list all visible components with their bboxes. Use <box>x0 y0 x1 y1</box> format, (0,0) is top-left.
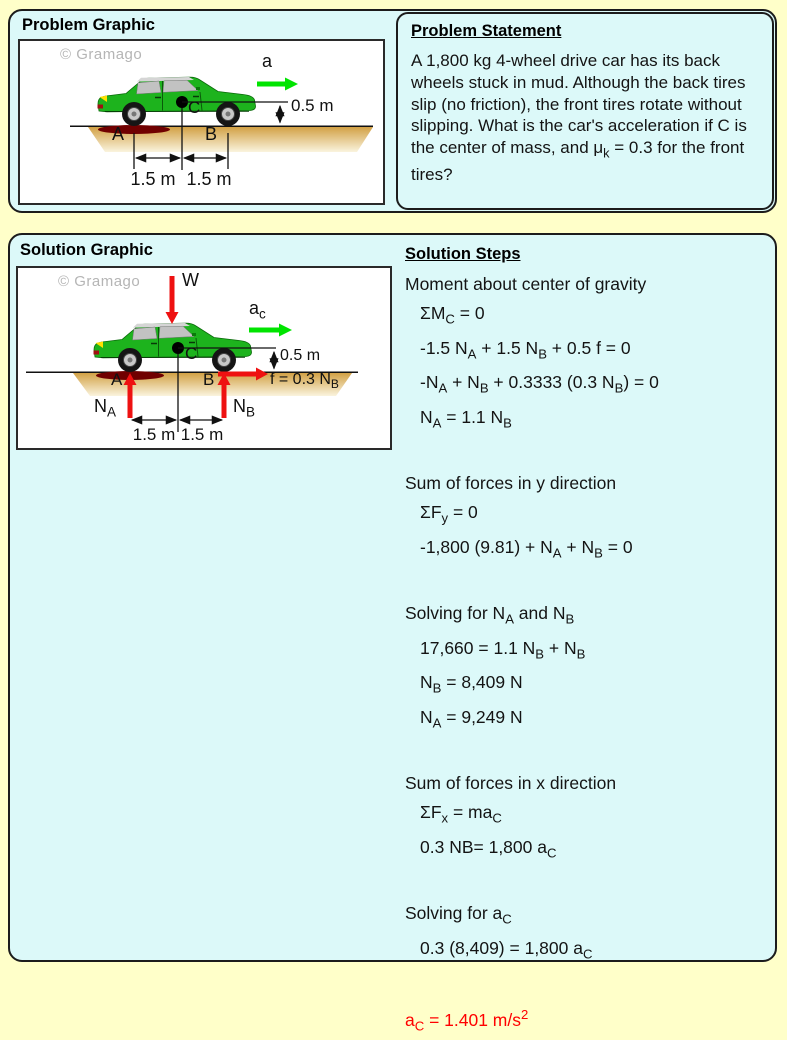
problem-statement-text: A 1,800 kg 4-wheel drive car has its back wheels stuck in mud. Although the back tires slip (no friction), the front tires rotate without slipping. What is the car's acceleration if C is the center of mass, and $\mu_k = 0.3$ for the front tires? <box>411 51 747 185</box>
step-header: Solving for $a_C$ <box>405 903 512 927</box>
normal-a-label: $N_A$ <box>94 396 117 420</box>
solution-steps-title: Solution Steps <box>405 245 521 263</box>
step-equation: $\Sigma M_C = 0$ <box>420 303 485 327</box>
solution-result: $a_C = 1.401$ $m/s^2$ <box>405 1007 529 1034</box>
normal-b-label: $N_B$ <box>233 396 256 420</box>
center-of-mass-label: C <box>185 344 198 363</box>
dimension-left-label: 1.5 m <box>132 425 176 444</box>
step-equation: 0.3 NB= 1,800 $a_C$ <box>420 836 557 860</box>
problem-statement-box <box>396 12 774 210</box>
problem-graphic-figure <box>18 39 385 205</box>
solution-diagram-svg <box>18 268 390 448</box>
step-equation: -1.5 $N_A + 1.5$ $N_B + 0.5$ f = 0 <box>420 337 631 361</box>
problem-panel <box>8 9 777 213</box>
height-label: 0.5 m <box>280 347 321 364</box>
step-equation: $N_A = 1.1$ $N_B$ <box>420 406 512 430</box>
solution-step-group <box>405 899 777 968</box>
acceleration-arrow <box>257 78 298 91</box>
problem-statement-title: Problem Statement <box>411 22 562 40</box>
dimension-right-label: 1.5 m <box>180 425 224 444</box>
step-equation: 17,660 = 1.1 $N_B + N_B$ <box>420 637 586 661</box>
point-a-label: A <box>111 370 123 389</box>
watermark: © Gramago <box>60 46 143 63</box>
acceleration-label: a <box>262 51 273 71</box>
acceleration-arrow <box>249 324 292 337</box>
center-of-mass-label: C <box>188 98 201 117</box>
dimension-right-label: 1.5 m <box>186 169 232 189</box>
step-header: Sum of forces in y direction <box>405 473 617 493</box>
height-label: 0.5 m <box>291 96 334 115</box>
solution-steps-groups <box>405 270 777 968</box>
watermark: © Gramago <box>58 273 141 290</box>
solution-step-group <box>405 469 777 567</box>
solution-panel <box>8 233 777 1034</box>
point-a-label: A <box>112 124 125 144</box>
friction-label: f = 0.3 $N_B$ <box>270 371 339 392</box>
weight-arrow <box>166 276 179 324</box>
weight-label: W <box>182 270 199 290</box>
dimension-left-label: 1.5 m <box>130 169 176 189</box>
solution-steps <box>405 245 777 1040</box>
solution-graphic-figure <box>16 266 392 450</box>
solution-graphic-title: Solution Graphic <box>20 241 153 259</box>
step-header: Solving for $N_A$ and $N_B$ <box>405 603 575 627</box>
step-header: Sum of forces in x direction <box>405 773 617 793</box>
problem-graphic-title: Problem Graphic <box>22 16 155 34</box>
step-equation: -1,800 $(9.81) + N_A + N_B = 0$ <box>420 536 633 560</box>
acceleration-label: $a_c$ <box>249 298 266 322</box>
step-equation: $\Sigma F_x = ma_C$ <box>420 802 502 826</box>
point-b-label: B <box>203 370 215 389</box>
mud-puddle <box>98 125 170 134</box>
step-header: Moment about center of gravity <box>405 274 647 294</box>
step-equation: 0.3 (8,409) = 1,800 $a_C$ <box>420 937 593 961</box>
step-equation: $-N_A + N_B + 0.3333$ (0.3 $N_B) = 0$ <box>420 372 659 396</box>
step-equation: $\Sigma F_y = 0$ <box>420 502 478 526</box>
step-equation: $N_A = 9,249$ N <box>420 706 523 730</box>
solution-step-group <box>405 769 777 867</box>
solution-step-group <box>405 270 777 437</box>
step-equation: $N_B = 8,409$ N <box>420 672 523 696</box>
point-b-label: B <box>205 124 218 144</box>
solution-step-group <box>405 599 777 737</box>
